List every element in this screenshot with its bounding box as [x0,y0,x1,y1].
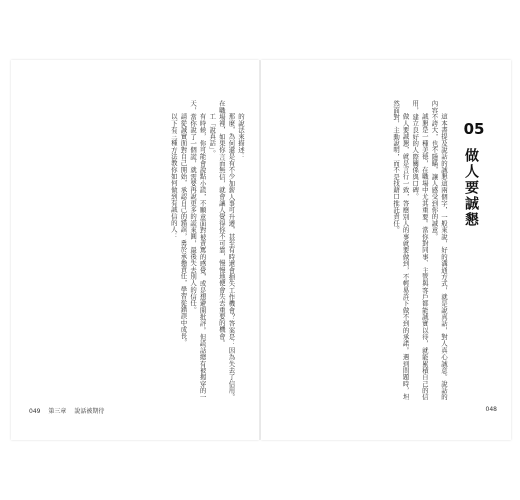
body-paragraph: 請從誠實面對自己開始，承認自己的錯誤，勇於承擔責任，學習從錯誤中成長。 [179,112,188,346]
right-page [261,60,511,440]
body-paragraph: 誠懇是一種美德，在職場中尤其重要。當你對同事、主管與客戶都能誠實以待，就能累積自己的信用，建立良好的人際關係與口碑。 [411,100,429,400]
body-paragraph: 做人要誠懇，就是言行一致，答應別人的事就要做到，不輕易許下做不到的承諾。遇到問題時，坦然面對，主動說明，而不是找藉口推託責任。 [392,100,410,400]
page-number: 049 [29,408,41,415]
left-page-footer [29,406,110,415]
page-number: 048 [485,406,497,413]
left-page-body [23,100,245,400]
body-paragraph: 以下有三種方法教你如何做到有誠信的人： [169,112,178,240]
chapter-title: 做人要誠懇 [463,148,479,228]
body-paragraph: 有時候，你可能會說點小謊，不願意面對被責罵的感覺，或是想避開批評。但謊話總有被揭穿的一天，當你說了一個謊，就需要再說更多的謊來圓，最後失去別人的信任。 [189,100,207,400]
section-label: 第三章 [48,408,67,415]
body-paragraph: 工「說真話」。 [208,112,217,157]
running-title: 說話被期待 [74,408,105,415]
chapter-number: 05 [463,120,485,138]
body-paragraph: 這本書提及說話的誠懇這兩個字，一般來說，好的溝通方式，就是說真話，對人真心誠意。說話的內容不誇大，也不隱瞞，讓人感受到你的誠意。 [430,100,448,400]
body-paragraph: 那麼，為何還是有不少加薪人事可升遷，甚至有時還會損失工作機會？答案是：因為失去了信用。在職場裡，如果你言而無信，就會讓人覺得你不可靠，慢慢地便會失去重要的機會。 [217,100,236,400]
right-page-body [273,100,448,400]
body-paragraph: 的說法來描述： [237,112,245,160]
left-page [11,60,259,440]
